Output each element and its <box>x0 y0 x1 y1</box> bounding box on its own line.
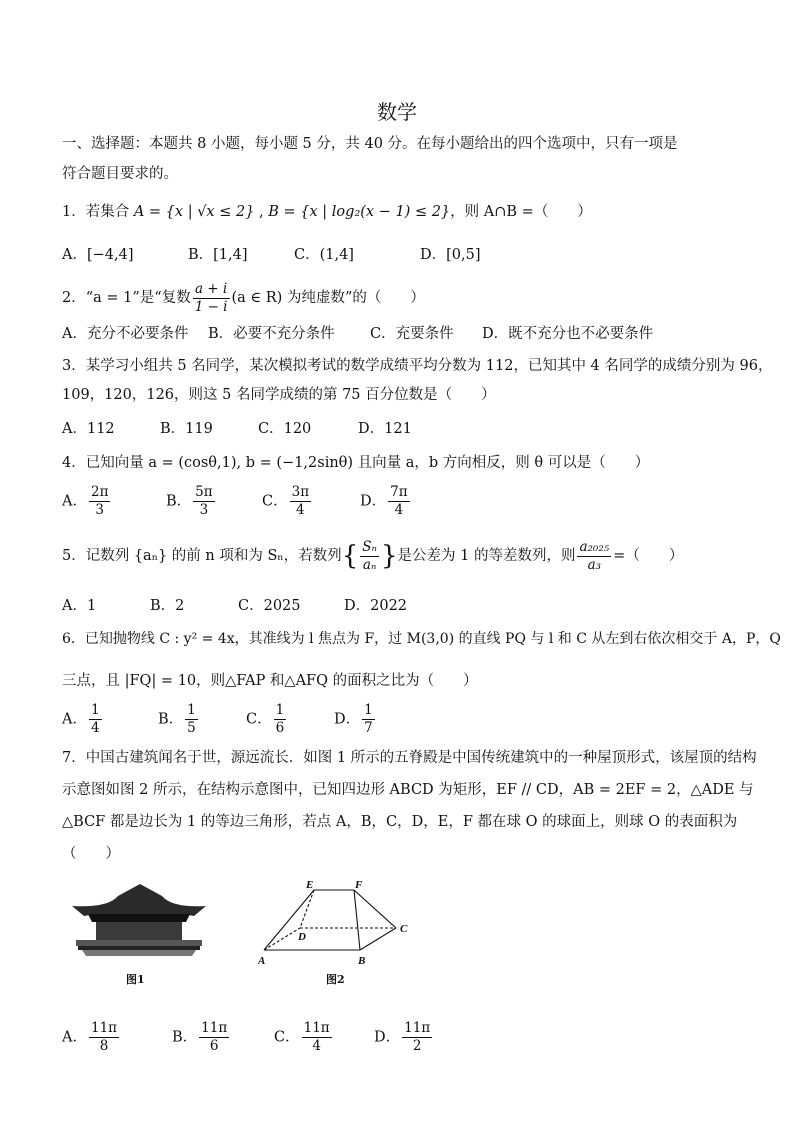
q6-option-c-label: C． <box>246 711 272 728</box>
question-7-figures <box>68 876 428 986</box>
q4-option-d-denominator: 4 <box>394 502 404 518</box>
q3-option-d[interactable]: D．121 <box>358 421 412 437</box>
q6-option-c-denominator: 6 <box>275 720 285 736</box>
q1-option-d[interactable]: D．[0,5] <box>420 247 481 263</box>
q1-separator: , <box>254 204 269 220</box>
q5-stem-suffix: =（ ） <box>613 548 684 564</box>
q2-fraction-numerator: a + i <box>193 281 230 299</box>
q6-option-a-numerator: 1 <box>90 702 100 718</box>
q7-option-d-label: D． <box>374 1029 401 1046</box>
q7-option-a-numerator: 11π <box>90 1020 118 1036</box>
q5-stem-prefix: 5．记数列 {aₙ} 的前 n 项和为 Sₙ，若数列 <box>62 548 342 564</box>
q4-option-a-numerator: 2π <box>90 484 109 500</box>
point-c-label: C <box>400 923 408 935</box>
q6-option-a-denominator: 4 <box>90 720 100 736</box>
q4-option-d-numerator: 7π <box>390 484 408 500</box>
q6-option-b-fraction <box>185 702 198 737</box>
question-3-line-1: 3．某学习小组共 5 名同学，某次模拟考试的数学成绩平均分数为 112，已知其中 4 名同学的成绩分别为 96， <box>62 358 773 374</box>
roof-structure-diagram <box>258 878 418 968</box>
question-5-stem <box>62 536 683 576</box>
q4-option-c-label: C． <box>262 493 288 510</box>
q2-stem-prefix: 2．“a = 1”是“复数 <box>62 290 191 306</box>
q5-fraction-2 <box>577 539 611 574</box>
q4-option-a-denominator: 3 <box>95 502 105 518</box>
q7-option-a-denominator: 8 <box>99 1038 109 1054</box>
q5-option-c[interactable]: C．2025 <box>238 598 301 614</box>
q5-left-brace-icon: { <box>341 541 359 571</box>
q1-stem-prefix: 1．若集合 <box>62 204 134 220</box>
point-e-label: E <box>306 879 314 891</box>
q5-fraction-1 <box>360 539 379 574</box>
q6-option-b[interactable] <box>158 702 200 737</box>
q4-option-a-fraction <box>89 484 110 519</box>
q6-option-b-label: B． <box>158 711 184 728</box>
section-instruction-line-1: 一、选择题：本题共 8 小题，每小题 5 分，共 40 分。在每小题给出的四个选项中，只有一项是 <box>62 136 678 152</box>
question-6-line-2: 三点，且 |FQ| = 10，则△FAP 和△AFQ 的面积之比为（ ） <box>62 673 478 689</box>
q6-option-c[interactable] <box>246 702 288 737</box>
q7-option-d-numerator: 11π <box>404 1020 431 1036</box>
q5-fraction-1-denominator: aₙ <box>362 556 377 573</box>
q5-fraction-1-numerator: Sₙ <box>362 538 377 555</box>
q4-option-d-fraction <box>388 484 409 519</box>
q6-option-b-denominator: 5 <box>187 720 196 736</box>
q4-option-a[interactable] <box>62 484 112 519</box>
q6-option-a[interactable] <box>62 702 104 737</box>
q5-fraction-2-denominator: a₃ <box>587 556 602 573</box>
q7-option-a-label: A． <box>62 1029 87 1046</box>
q4-option-b[interactable] <box>166 484 217 519</box>
q4-option-b-fraction <box>193 484 214 519</box>
question-7-line-2: 示意图如图 2 所示，在结构示意图中，已知四边形 ABCD 为矩形，EF // CD，AB = 2EF = 2，△ADE 与 <box>62 782 754 798</box>
q1-stem-suffix: ，则 A∩B =（ ） <box>450 204 592 220</box>
q4-option-c-numerator: 3π <box>291 484 310 500</box>
q7-option-c-fraction <box>302 1020 332 1055</box>
question-7-line-4: （ ） <box>62 846 120 862</box>
point-a-label: A <box>258 955 266 967</box>
q5-option-b[interactable]: B．2 <box>150 598 185 614</box>
q7-option-b-fraction <box>199 1020 229 1055</box>
q2-fraction <box>193 281 230 316</box>
question-6-line-1: 6．已知抛物线 C : y² = 4x，其准线为 l 焦点为 F，过 M(3,0) 的直线 PQ 与 l 和 C 从左到右依次相交于 A，P，Q <box>62 631 781 647</box>
point-b-label: B <box>358 955 366 967</box>
q3-option-c[interactable]: C．120 <box>258 421 312 437</box>
q6-option-d-fraction <box>362 702 375 737</box>
q7-option-c[interactable] <box>274 1020 334 1055</box>
q6-option-c-fraction <box>274 702 287 737</box>
point-f-label: F <box>355 879 363 891</box>
q5-option-a[interactable]: A．1 <box>62 598 97 614</box>
q2-option-c[interactable]: C．充要条件 <box>370 326 454 342</box>
q7-option-a-fraction <box>89 1020 119 1055</box>
q2-option-a[interactable]: A．充分不必要条件 <box>62 326 189 342</box>
five-ridge-hall-image <box>68 878 208 968</box>
q4-option-b-denominator: 3 <box>199 502 209 518</box>
q5-option-d[interactable]: D．2022 <box>344 598 408 614</box>
q6-option-a-label: A． <box>62 711 87 728</box>
q7-option-b-label: B． <box>172 1029 198 1046</box>
question-1-stem <box>62 201 592 223</box>
q3-option-b[interactable]: B．119 <box>160 421 213 437</box>
q4-option-c-fraction <box>290 484 311 519</box>
question-2-stem <box>62 278 425 318</box>
q7-option-b-numerator: 11π <box>201 1020 228 1036</box>
q6-option-d[interactable] <box>334 702 377 737</box>
q7-option-b-denominator: 6 <box>209 1038 219 1054</box>
q4-option-d-label: D． <box>360 493 387 510</box>
q6-option-d-denominator: 7 <box>364 720 373 736</box>
q2-stem-suffix: (a ∈ R) 为纯虚数”的（ ） <box>231 290 425 306</box>
question-3-line-2: 109，120，126，则这 5 名同学成绩的第 75 百分位数是（ ） <box>62 387 496 403</box>
q6-option-d-label: D． <box>334 711 361 728</box>
q6-option-b-numerator: 1 <box>187 702 196 718</box>
page-title: 数学 <box>377 100 417 124</box>
q7-option-c-denominator: 4 <box>312 1038 321 1054</box>
q4-option-b-numerator: 5π <box>195 484 213 500</box>
q7-option-d-denominator: 2 <box>412 1038 422 1054</box>
q5-right-brace-icon: } <box>380 541 398 571</box>
question-7-line-1: 7．中国古建筑闻名于世，源远流长．如图 1 所示的五脊殿是中国传统建筑中的一种屋顶形式，该屋顶的结构 <box>62 750 757 766</box>
q6-option-d-numerator: 1 <box>364 702 373 718</box>
q6-option-a-fraction <box>89 702 102 737</box>
q4-option-d[interactable] <box>360 484 412 519</box>
q1-option-c[interactable]: C．(1,4] <box>294 247 354 263</box>
q1-option-a[interactable]: A．[−4,4] <box>62 247 134 263</box>
q6-option-c-numerator: 1 <box>275 702 285 718</box>
q4-option-a-label: A． <box>62 493 87 510</box>
figure-2-label: 图2 <box>326 973 345 986</box>
q7-option-a[interactable] <box>62 1020 121 1055</box>
q5-stem-middle: 是公差为 1 的等差数列，则 <box>397 548 576 564</box>
point-d-label: D <box>298 931 306 943</box>
figure-1-label: 图1 <box>126 973 145 986</box>
q2-fraction-denominator: 1 − i <box>194 298 228 315</box>
q7-option-d-fraction <box>402 1020 432 1055</box>
q4-option-c-denominator: 4 <box>296 502 305 518</box>
q7-option-c-label: C． <box>274 1029 300 1046</box>
q1-set-b: B = {x | log₂(x − 1) ≤ 2} <box>268 204 451 220</box>
q1-option-b[interactable]: B．[1,4] <box>188 247 248 263</box>
q2-option-d[interactable]: D．既不充分也不必要条件 <box>482 326 654 342</box>
q5-fraction-2-numerator: a₂₀₂₅ <box>579 538 610 555</box>
q2-option-b[interactable]: B．必要不充分条件 <box>208 326 335 342</box>
q7-option-d[interactable] <box>374 1020 434 1055</box>
q4-option-b-label: B． <box>166 493 192 510</box>
q7-option-c-numerator: 11π <box>303 1020 330 1036</box>
q7-option-b[interactable] <box>172 1020 231 1055</box>
q1-set-a: A = {x | √x ≤ 2} <box>133 204 255 220</box>
question-7-line-3: △BCF 都是边长为 1 的等边三角形，若点 A，B，C，D，E，F 都在球 O 的球面上，则球 O 的表面积为 <box>62 814 738 830</box>
q4-option-c[interactable] <box>262 484 313 519</box>
question-4-stem: 4．已知向量 a = (cosθ,1), b = (−1,2sinθ) 且向量 a，b 方向相反，则 θ 可以是（ ） <box>62 455 650 471</box>
section-instruction-line-2: 符合题目要求的。 <box>62 166 178 182</box>
q3-option-a[interactable]: A．112 <box>62 421 115 437</box>
